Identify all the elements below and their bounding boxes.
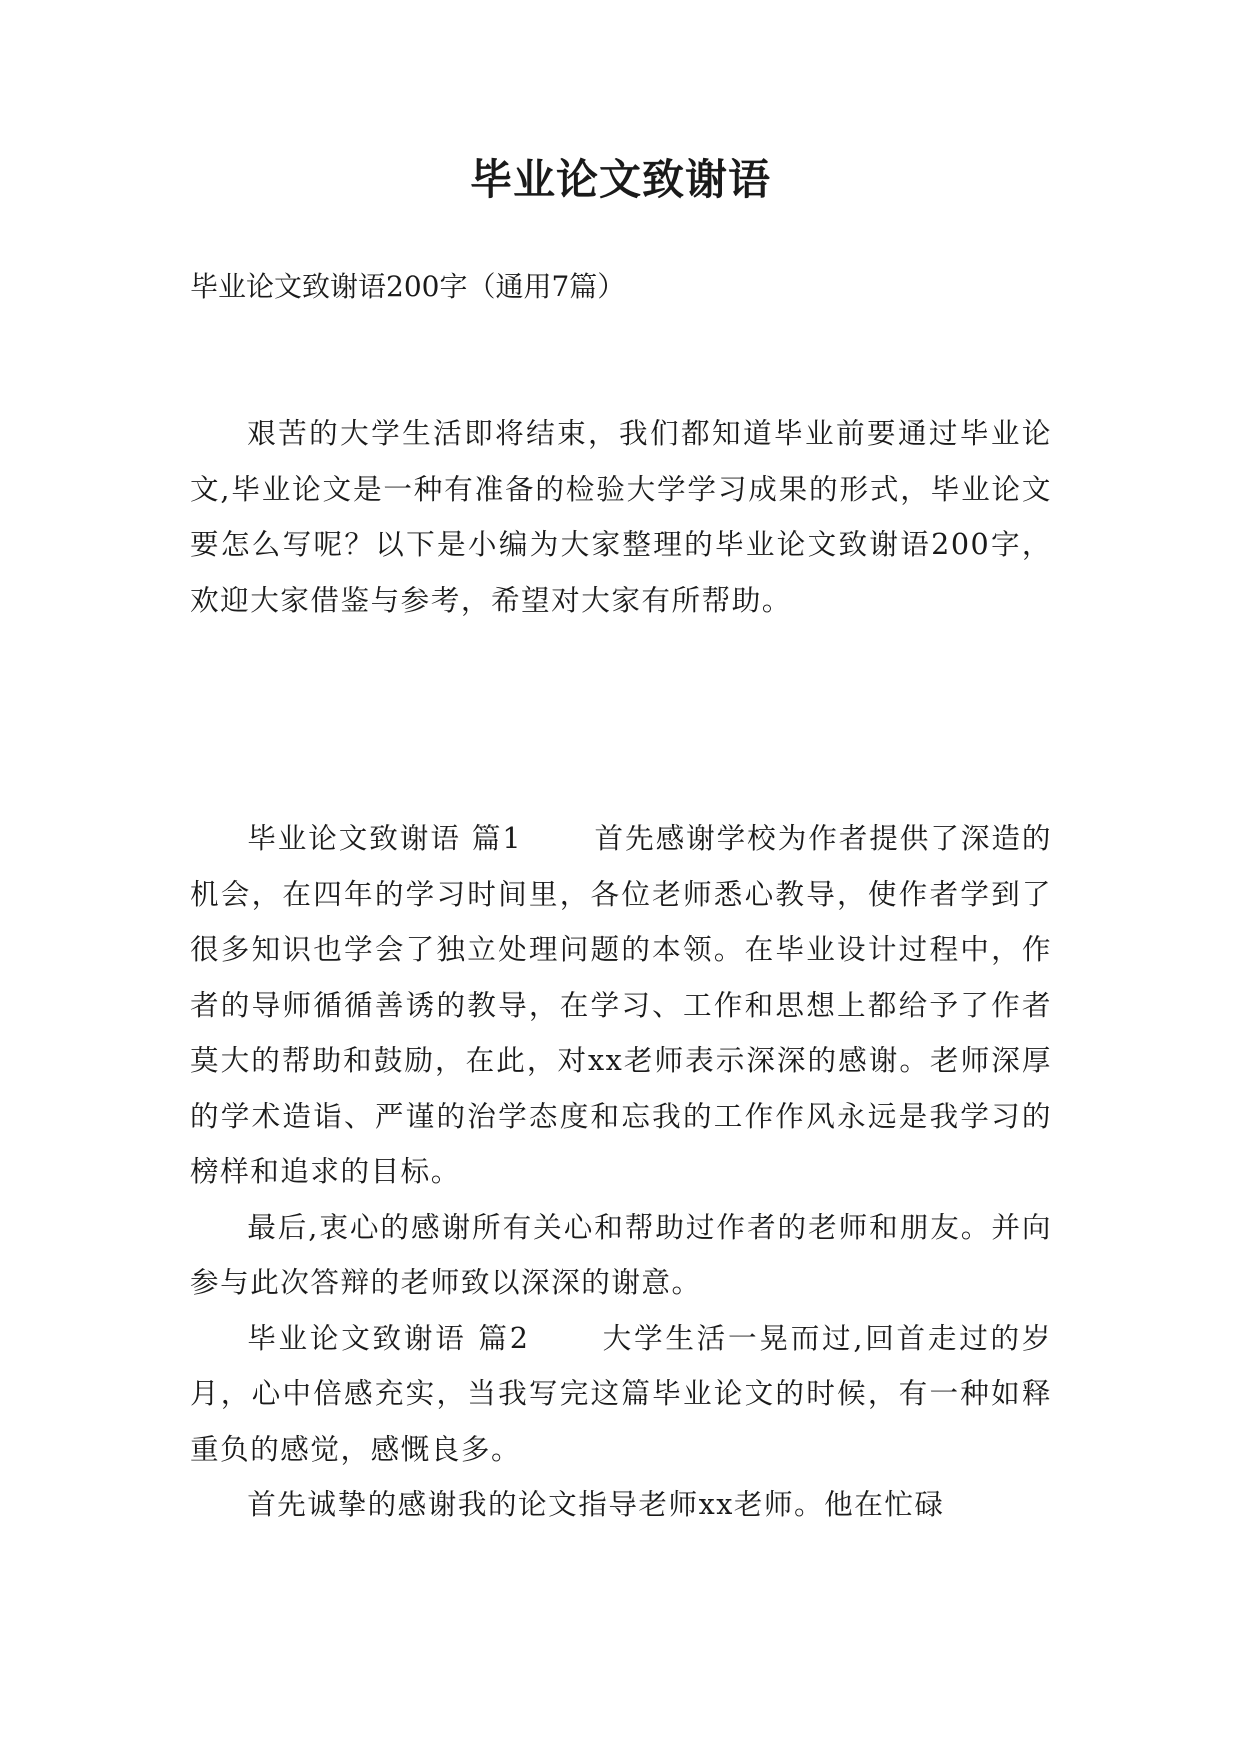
intro-paragraph: 艰苦的大学生活即将结束，我们都知道毕业前要通过毕业论文,毕业论文是一种有准备的检验大学学习成果的形式，毕业论文要怎么写呢？以下是小编为大家整理的毕业论文致谢语200字，欢迎大家借鉴与参考，希望对大家有所帮助。	[190, 416, 1052, 617]
section-1-text: 首先感谢学校为作者提供了深造的机会，在四年的学习时间里，各位老师悉心教导，使作者学到了很多知识也学会了独立处理问题的本领。在毕业设计过程中，作者的导师循循善诱的教导，在学习、工作和思想上都给予了作者莫大的帮助和鼓励，在此，对xx老师表示深深的感谢。老师深厚的学术造诣、严谨的治学态度和忘我的工作作风永远是我学习的榜样和追求的目标。	[190, 821, 1052, 1188]
main-content	[190, 811, 1052, 1533]
section-2-heading: 毕业论文致谢语 篇2	[247, 1320, 530, 1355]
section-1-paragraph	[190, 811, 1052, 1200]
document-subtitle: 毕业论文致谢语200字（通用7篇）	[190, 270, 626, 303]
section-2-paragraph	[190, 1311, 1052, 1478]
section-1-closing-paragraph: 最后,衷心的感谢所有关心和帮助过作者的老师和朋友。并向参与此次答辩的老师致以深深的谢意。	[190, 1209, 1052, 1299]
section-1-heading: 毕业论文致谢语 篇1	[247, 821, 523, 855]
section-2-text: 大学生活一晃而过,回首走过的岁月，心中倍感充实，当我写完这篇毕业论文的时候，有一种如释重负的感觉，感慨良多。	[190, 1320, 1052, 1466]
section-2-continued-paragraph: 首先诚挚的感谢我的论文指导老师xx老师。他在忙碌	[247, 1487, 945, 1521]
document-title: 毕业论文致谢语	[469, 155, 771, 204]
intro-block	[190, 406, 1052, 628]
